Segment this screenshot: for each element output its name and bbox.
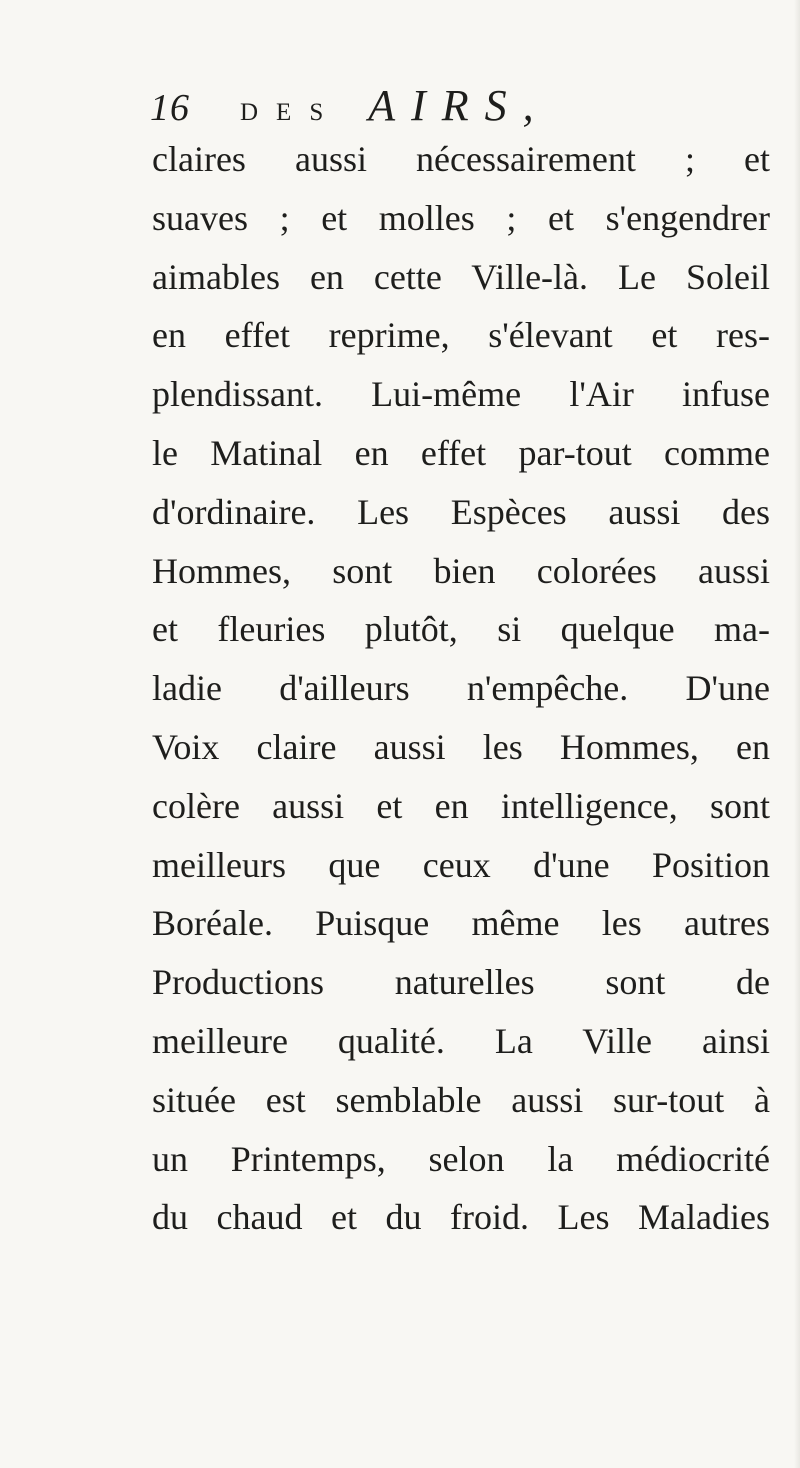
text-line: un Printemps, selon la médiocrité bbox=[152, 1138, 770, 1179]
text-line: ladie d'ailleurs n'empêche. D'une bbox=[152, 668, 770, 709]
text-line: suaves ; et molles ; et s'engendrer bbox=[152, 197, 770, 238]
page-edge-shadow bbox=[794, 0, 800, 1468]
running-title bbox=[240, 80, 550, 131]
text-line: plendissant. Lui-même l'Air infuse bbox=[152, 374, 770, 415]
text-line: Voix claire aussi les Hommes, en bbox=[152, 726, 770, 767]
text-line: en effet reprime, s'élevant et res- bbox=[152, 315, 770, 356]
running-title-small-caps: DES bbox=[240, 99, 342, 126]
text-line: et fleuries plutôt, si quelque ma- bbox=[152, 609, 770, 650]
text-line: le Matinal en effet par-tout comme bbox=[152, 432, 770, 473]
text-line: meilleurs que ceux d'une Position bbox=[152, 844, 770, 885]
text-line: claires aussi nécessairement ; et bbox=[152, 139, 770, 179]
text-line: située est semblable aussi sur-tout à bbox=[152, 1079, 770, 1120]
text-line: colère aussi et en intelligence, sont bbox=[152, 785, 770, 826]
text-line: du chaud et du froid. Les Maladies bbox=[152, 1197, 770, 1238]
text-line: d'ordinaire. Les Espèces aussi des bbox=[152, 491, 770, 532]
text-line: Hommes, sont bien colorées aussi bbox=[152, 550, 770, 591]
text-line: aimables en cette Ville-là. Le Soleil bbox=[152, 256, 770, 297]
running-title-large: AIRS, bbox=[368, 81, 550, 130]
text-line: Boréale. Puisque même les autres bbox=[152, 903, 770, 944]
text-line: meilleure qualité. La Ville ainsi bbox=[152, 1020, 770, 1061]
page-number: 16 bbox=[150, 87, 190, 129]
body-text bbox=[152, 130, 770, 1247]
text-line: Productions naturelles sont de bbox=[152, 962, 770, 1003]
